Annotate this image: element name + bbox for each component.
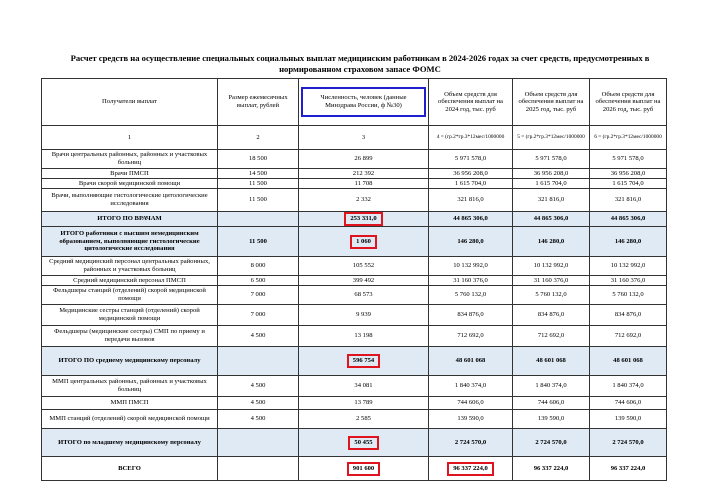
row-v2024: 321 816,0 [429,189,513,212]
row-v2024: 48 601 068 [429,347,513,376]
count-highlight-box: 1 060 [350,235,377,249]
row-v2026: 31 160 376,0 [590,276,667,286]
headcount-highlight-box: Численность, человек (данные Минздрава России, ф №30) [301,87,426,117]
col-formula: 5 = (гр.2*гр.3*12мес/1000000 [513,126,590,150]
col-number: 3 [299,126,429,150]
row-name: Врачи центральных районных, районных и участковых больниц [42,150,218,169]
row-v2024: 1 840 374,0 [429,376,513,397]
row-count [299,429,429,457]
table-row [42,397,667,410]
row-v2024: 44 865 306,0 [429,212,513,227]
row-size [218,429,299,457]
row-v2024: 834 876,0 [429,305,513,326]
row-v2024: 744 606,0 [429,397,513,410]
row-name: ММП ПМСП [42,397,218,410]
row-size: 18 500 [218,150,299,169]
row-name: Врачи скорой медицинской помощи [42,179,218,189]
grand-total-row [42,457,667,481]
row-count: 399 492 [299,276,429,286]
header-volume-2025: Объем средств для обеспечения выплат на 2025 год, тыс. руб [513,79,590,126]
row-size: 7 000 [218,305,299,326]
row-count: 11 708 [299,179,429,189]
count-highlight-box: 253 331,0 [344,212,382,226]
document-title: Расчет средств на осуществление специальных социальных выплат медицинским работникам в 2024-2026 годах за счет средств, предусмотренных в нормированном страховом запасе ФОМС [70,53,650,74]
row-v2024: 5 971 578,0 [429,150,513,169]
row-size: 14 500 [218,169,299,179]
row-name: ММП центральных районных, районных и участковых больниц [42,376,218,397]
row-v2026: 5 971 578,0 [590,150,667,169]
row-v2024: 712 692,0 [429,326,513,347]
row-count: 26 899 [299,150,429,169]
row-size: 11 500 [218,189,299,212]
row-count: 13 789 [299,397,429,410]
row-v2026: 1 615 704,0 [590,179,667,189]
row-count [299,457,429,481]
row-v2026: 1 840 374,0 [590,376,667,397]
row-v2026: 48 601 068 [590,347,667,376]
table-row [42,326,667,347]
table-row [42,286,667,305]
row-size [218,457,299,481]
row-v2026: 139 590,0 [590,410,667,429]
table-row [42,410,667,429]
col-number: 2 [218,126,299,150]
row-name: Врачи ПМСП [42,169,218,179]
row-name: ИТОГО работники с высшим немедицинским образованием, выполняющие гистологические цитологические исследования [42,227,218,257]
row-v2024: 31 160 376,0 [429,276,513,286]
row-v2025: 5 760 132,0 [513,286,590,305]
row-v2026: 146 280,0 [590,227,667,257]
row-count [299,347,429,376]
header-volume-2026: Объем средств для обеспечения выплат на 2026 год, тыс. руб [590,79,667,126]
column-numbers-row [42,126,667,150]
row-v2025: 2 724 570,0 [513,429,590,457]
col-number: 1 [42,126,218,150]
row-count: 212 392 [299,169,429,179]
row-v2024: 139 590,0 [429,410,513,429]
row-v2026: 36 956 208,0 [590,169,667,179]
row-v2024: 36 956 208,0 [429,169,513,179]
row-name: ИТОГО ПО ВРАЧАМ [42,212,218,227]
row-size: 11 500 [218,179,299,189]
row-count [299,212,429,227]
row-size: 7 000 [218,286,299,305]
table-row [42,305,667,326]
row-v2026: 5 760 132,0 [590,286,667,305]
table-row [42,179,667,189]
row-count: 2 332 [299,189,429,212]
row-name: Врачи, выполняющие гистологические цитологические исследования [42,189,218,212]
row-count: 34 081 [299,376,429,397]
count-highlight-box: 50 455 [348,436,378,450]
row-v2025: 712 692,0 [513,326,590,347]
table-row [42,376,667,397]
row-v2025: 31 160 376,0 [513,276,590,286]
row-v2025: 96 337 224,0 [513,457,590,481]
row-size: 6 500 [218,276,299,286]
row-size: 4 500 [218,410,299,429]
header-row [42,79,667,126]
payments-table [41,78,667,481]
row-name: Фельдшеры (медицинские сестры) СМП по приему и передачи вызовов [42,326,218,347]
count-highlight-box: 901 600 [347,462,380,476]
col-formula: 6 = (гр.2*гр.3*12мес/1000000 [590,126,667,150]
row-v2026: 2 724 570,0 [590,429,667,457]
row-v2024: 146 280,0 [429,227,513,257]
row-v2025: 1 615 704,0 [513,179,590,189]
table-row [42,257,667,276]
total-row-junior-staff [42,429,667,457]
row-name: ВСЕГО [42,457,218,481]
row-name: ИТОГО по младшему медицинскому персоналу [42,429,218,457]
row-v2024: 2 724 570,0 [429,429,513,457]
total-row-non-medical [42,227,667,257]
table-row [42,150,667,169]
row-size: 11 500 [218,227,299,257]
row-v2026: 321 816,0 [590,189,667,212]
row-count: 68 573 [299,286,429,305]
row-v2024: 10 132 992,0 [429,257,513,276]
row-v2025: 139 590,0 [513,410,590,429]
row-size [218,212,299,227]
row-count: 2 585 [299,410,429,429]
row-v2025: 5 971 578,0 [513,150,590,169]
row-v2025: 1 840 374,0 [513,376,590,397]
row-name: ММП станций (отделений) скорой медицинской помощи [42,410,218,429]
row-v2025: 44 865 306,0 [513,212,590,227]
row-v2026: 44 865 306,0 [590,212,667,227]
row-v2026: 96 337 224,0 [590,457,667,481]
col-formula: 4 = (гр.2*гр.3*12мес/1000000 [429,126,513,150]
row-v2025: 146 280,0 [513,227,590,257]
row-v2025: 744 606,0 [513,397,590,410]
row-v2024 [429,457,513,481]
row-count: 9 939 [299,305,429,326]
table-row [42,276,667,286]
row-v2025: 36 956 208,0 [513,169,590,179]
row-v2026: 10 132 992,0 [590,257,667,276]
row-name: ИТОГО ПО среднему медицинскому персоналу [42,347,218,376]
total-row-doctors [42,212,667,227]
row-v2025: 321 816,0 [513,189,590,212]
row-v2026: 834 876,0 [590,305,667,326]
header-headcount [299,79,429,126]
row-size: 4 500 [218,397,299,410]
header-recipients: Получатели выплат [42,79,218,126]
table-row [42,169,667,179]
row-name: Медицинские сестры станций (отделений) скорой медицинской помощи [42,305,218,326]
header-volume-2024: Объем средств для обеспечения выплат на 2024 год, тыс. руб [429,79,513,126]
total-row-mid-staff [42,347,667,376]
row-v2025: 48 601 068 [513,347,590,376]
row-size: 4 500 [218,326,299,347]
row-v2024: 5 760 132,0 [429,286,513,305]
row-v2026: 744 606,0 [590,397,667,410]
row-count: 105 552 [299,257,429,276]
row-name: Средний медицинский персонал ПМСП [42,276,218,286]
row-name: Фельдшеры станций (отделений) скорой медицинской помощи [42,286,218,305]
row-size: 4 500 [218,376,299,397]
table-row [42,189,667,212]
row-v2025: 834 876,0 [513,305,590,326]
row-size: 8 000 [218,257,299,276]
row-count [299,227,429,257]
row-v2024: 1 615 704,0 [429,179,513,189]
row-count: 13 198 [299,326,429,347]
row-v2026: 712 692,0 [590,326,667,347]
count-highlight-box: 596 754 [347,354,380,368]
row-size [218,347,299,376]
total-highlight-box: 96 337 224,0 [447,462,494,476]
header-monthly-size: Размер ежемесячных выплат, рублей [218,79,299,126]
row-name: Средний медицинский персонал центральных районных, районных и участковых больниц [42,257,218,276]
row-v2025: 10 132 992,0 [513,257,590,276]
